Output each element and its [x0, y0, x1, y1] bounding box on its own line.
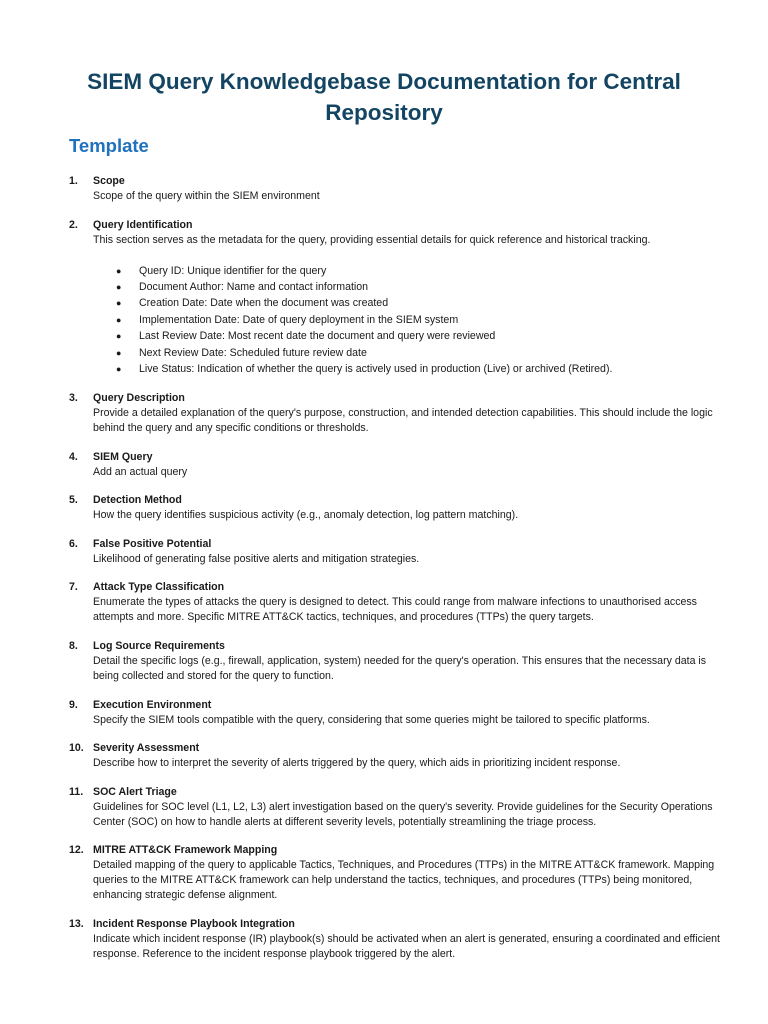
- section-heading: Severity Assessment: [93, 742, 200, 755]
- section-heading: SOC Alert Triage: [93, 785, 177, 798]
- section-item: [69, 698, 729, 728]
- section-heading: Scope: [93, 175, 125, 187]
- section-item: [69, 580, 729, 625]
- section-heading: Detection Method: [93, 494, 182, 507]
- section-heading: MITRE ATT&CK Framework Mapping: [93, 844, 278, 857]
- section-item: [69, 537, 729, 567]
- section-number: 10.: [69, 742, 84, 755]
- section-item: [69, 218, 729, 378]
- bullet-dot-icon: ●: [116, 364, 122, 375]
- section-heading: Query Description: [93, 392, 185, 405]
- section-body: Guidelines for SOC level (L1, L2, L3) alert investigation based on the query's severity. Provide guidelines for the Security Operations Center (SOC) on how to handle alerts at different severity levels, potentially streamlining the triage process.: [93, 800, 713, 828]
- bullet-item: [93, 361, 729, 377]
- section-heading: Query Identification: [93, 218, 193, 231]
- section-heading: Incident Response Playbook Integration: [93, 917, 295, 930]
- section-body: Describe how to interpret the severity of alerts triggered by the query, which aids in prioritizing incident response.: [93, 757, 621, 770]
- bullet-text: Next Review Date: Scheduled future review date: [139, 346, 367, 359]
- bullet-item: [93, 345, 729, 361]
- bullet-dot-icon: ●: [116, 265, 122, 276]
- section-body: Indicate which incident response (IR) playbook(s) should be activated when an alert is generated, ensuring a coordinated and efficient response. Reference to the incident response playbook triggered by the alert.: [93, 932, 720, 960]
- section-item: [69, 174, 729, 204]
- bullet-text: Live Status: Indication of whether the query is actively used in production (Live) or archived (Retired).: [139, 363, 613, 376]
- bullet-text: Last Review Date: Most recent date the document and query were reviewed: [139, 330, 496, 343]
- bullet-item: [93, 279, 729, 295]
- metadata-bullet-list: [93, 263, 729, 378]
- bullet-text: Creation Date: Date when the document was created: [139, 297, 389, 310]
- section-body: Specify the SIEM tools compatible with the query, considering that some queries might be tailored to specific platforms.: [93, 713, 650, 726]
- section-heading: Log Source Requirements: [93, 640, 225, 652]
- section-number: 9.: [69, 698, 78, 711]
- section-item: [69, 741, 729, 771]
- section-number: 13.: [69, 917, 84, 930]
- document-title: SIEM Query Knowledgebase Documentation for Central Repository: [87, 69, 681, 125]
- section-body: Likelihood of generating false positive alerts and mitigation strategies.: [93, 552, 420, 565]
- bullet-item: [93, 328, 729, 344]
- section-body: Scope of the query within the SIEM environment: [93, 190, 320, 202]
- bullet-text: Query ID: Unique identifier for the query: [139, 264, 327, 277]
- bullet-item: [93, 295, 729, 311]
- section-number: 6.: [69, 537, 78, 550]
- section-number: 2.: [69, 218, 78, 231]
- bullet-dot-icon: ●: [116, 331, 122, 342]
- bullet-item: [93, 312, 729, 328]
- section-body: How the query identifies suspicious activity (e.g., anomaly detection, log pattern matching).: [93, 509, 519, 522]
- section-body: Enumerate the types of attacks the query is designed to detect. This could range from malware infections to unauthorised access attempts and more. Specific MITRE ATT&CK tactics, techniques, and procedures (TTPs) the query targets.: [93, 596, 697, 624]
- section-body: Provide a detailed explanation of the query's purpose, construction, and intended detection capabilities. This should include the logic behind the query and any specific conditions or thresholds.: [93, 407, 713, 435]
- section-item: [69, 785, 729, 830]
- section-number: 11.: [69, 785, 84, 798]
- section-heading: SIEM Query: [93, 450, 153, 463]
- section-number: 7.: [69, 581, 78, 594]
- bullet-dot-icon: ●: [116, 314, 122, 325]
- section-number: 12.: [69, 844, 84, 857]
- section-heading: Attack Type Classification: [93, 581, 225, 594]
- section-number: 3.: [69, 392, 78, 405]
- bullet-dot-icon: ●: [116, 347, 122, 358]
- section-body: Detail the specific logs (e.g., firewall, application, system) needed for the query's operation. This ensures that the necessary data is being collected and stored for the query to function.: [93, 655, 707, 682]
- section-heading: False Positive Potential: [93, 537, 212, 550]
- bullet-item: [93, 263, 729, 279]
- section-body: This section serves as the metadata for the query, providing essential details for quick reference and historical tracking.: [93, 233, 651, 246]
- section-number: 5.: [69, 494, 78, 507]
- section-body: Add an actual query: [93, 465, 188, 478]
- bullet-text: Document Author: Name and contact information: [139, 281, 369, 293]
- section-number: 8.: [69, 640, 78, 652]
- section-item: [69, 450, 729, 480]
- section-item: [69, 843, 729, 903]
- template-heading: Template: [69, 135, 149, 156]
- bullet-dot-icon: ●: [116, 282, 122, 292]
- section-item: [69, 493, 729, 523]
- section-item: [69, 391, 729, 436]
- section-number: 1.: [69, 175, 78, 187]
- section-item: [69, 917, 729, 962]
- section-list: [69, 174, 729, 976]
- section-heading: Execution Environment: [93, 698, 212, 711]
- bullet-text: Implementation Date: Date of query deployment in the SIEM system: [139, 313, 459, 326]
- section-item: [69, 639, 729, 684]
- bullet-dot-icon: ●: [116, 298, 122, 309]
- section-body: Detailed mapping of the query to applicable Tactics, Techniques, and Procedures (TTPs) in the MITRE ATT&CK framework. Mapping queries to the MITRE ATT&CK framework can help understand the tactics, techniques, and procedures (TTPs) being monitored, enhancing strategic defense alignment.: [93, 859, 715, 902]
- section-number: 4.: [69, 450, 78, 463]
